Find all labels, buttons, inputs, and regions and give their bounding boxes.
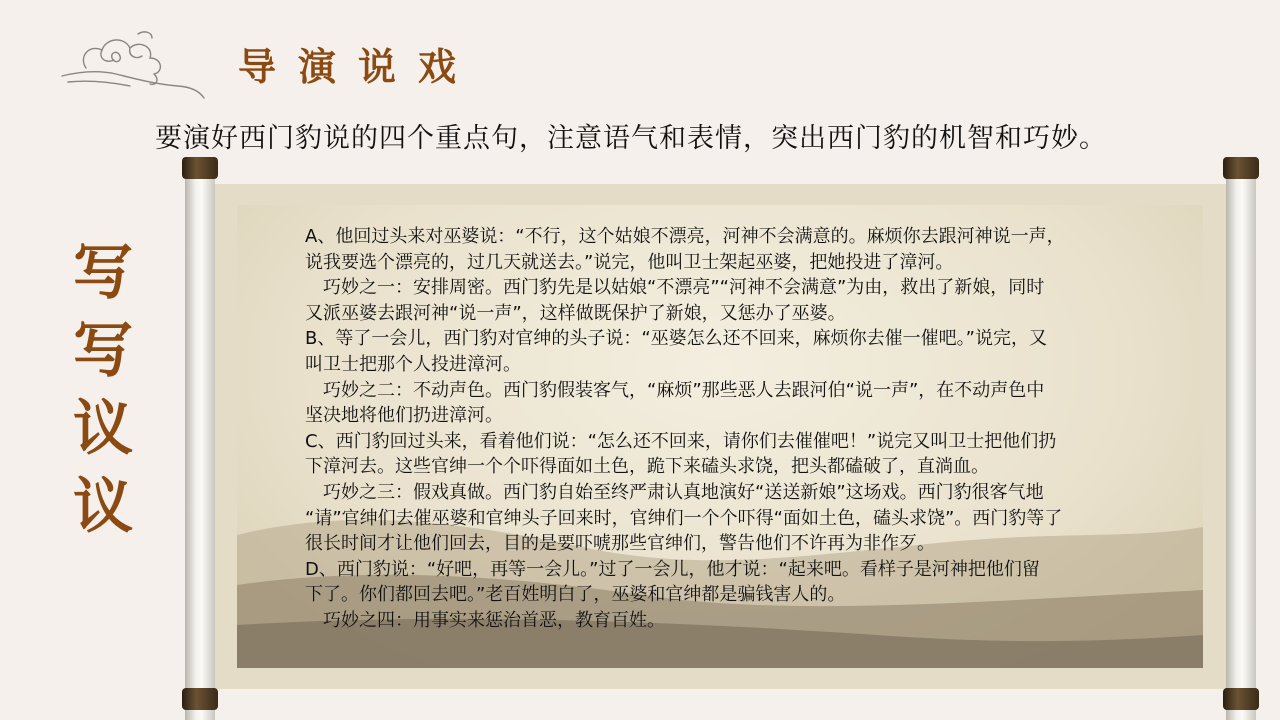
page-title: 导演说戏 bbox=[238, 44, 479, 89]
scroll-rod-left bbox=[185, 157, 215, 720]
side-label bbox=[70, 234, 136, 546]
side-label-char: 议 bbox=[73, 472, 133, 542]
side-label-char: 写 bbox=[73, 238, 133, 308]
text-line: 很长时间才让他们回去，目的是要吓唬那些官绅们，警告他们不许再为非作歹。 bbox=[305, 533, 935, 555]
scroll-cap bbox=[1223, 688, 1259, 710]
text-line: 坚决地将他们扔进漳河。 bbox=[305, 405, 503, 427]
text-line: A、他回过头来对巫婆说：“不行，这个姑娘不漂亮，河神不会满意的。麻烦你去跟河神说一声， bbox=[305, 226, 1065, 247]
auspicious-cloud-icon bbox=[58, 28, 208, 100]
text-line: 巧妙之四：用事实来惩治首恶，教育百姓。 bbox=[305, 609, 665, 631]
text-line: D、西门豹说：“好吧，再等一会儿。”过了一会儿，他才说：“起来吧。看样子是河神把他们留 bbox=[305, 558, 1040, 580]
text-line: 下了。你们都回去吧。”老百姓明白了，巫婆和官绅都是骗钱害人的。 bbox=[305, 584, 846, 606]
text-line: 巧妙之三：假戏真做。西门豹自始至终严肃认真地演好“送送新娘”这场戏。西门豹很客气地 bbox=[305, 481, 1044, 503]
scroll-rod-right bbox=[1226, 157, 1256, 720]
scroll-cap bbox=[1223, 157, 1259, 179]
scroll-cap bbox=[182, 157, 218, 179]
text-line: 巧妙之一：安排周密。西门豹先是以姑娘“不漂亮”“河神不会满意”为由，救出了新娘，同时 bbox=[305, 277, 1045, 299]
page-subtitle: 要演好西门豹说的四个重点句，注意语气和表情，突出西门豹的机智和巧妙。 bbox=[155, 123, 1107, 154]
text-line: B、等了一会儿，西门豹对官绅的头子说：“巫婆怎么还不回来，麻烦你去催一催吧。”说完，又 bbox=[305, 328, 1047, 350]
text-line: 又派巫婆去跟河神“说一声”，这样做既保护了新娘，又惩办了巫婆。 bbox=[305, 302, 846, 324]
text-line: 巧妙之二：不动声色。西门豹假装客气，“麻烦”那些恶人去跟河伯“说一声”，在不动声色中 bbox=[305, 379, 1045, 401]
text-line: C、西门豹回过头来，看着他们说：“怎么还不回来，请你们去催催吧！”说完又叫卫士把他们扔 bbox=[305, 430, 1057, 452]
text-line: “请”官绅们去催巫婆和官绅头子回来时，官绅们一个个吓得“面如土色，磕头求饶”。西门豹等了 bbox=[305, 507, 1063, 529]
side-label-char: 写 bbox=[73, 316, 133, 386]
text-line: 下漳河去。这些官绅一个个吓得面如土色，跪下来磕头求饶，把头都磕破了，直淌血。 bbox=[305, 456, 989, 478]
scroll-text bbox=[305, 224, 1189, 634]
text-line: 说我要选个漂亮的，过几天就送去。”说完，他叫卫士架起巫婆，把她投进了漳河。 bbox=[305, 251, 954, 273]
text-line: 叫卫士把那个人投进漳河。 bbox=[305, 353, 521, 375]
side-label-char: 议 bbox=[73, 394, 133, 464]
scroll-cap bbox=[182, 688, 218, 710]
